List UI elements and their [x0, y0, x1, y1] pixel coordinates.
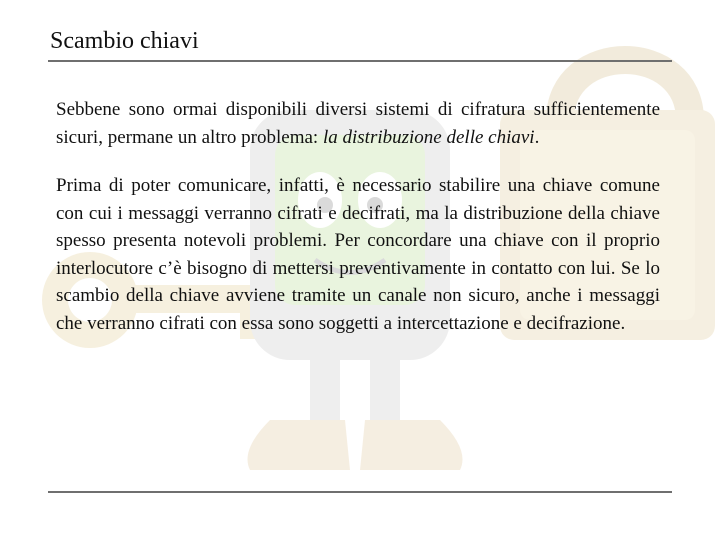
slide-title: Scambio chiavi	[50, 28, 199, 54]
paragraph-intro-lead: Sebbene sono ormai disponibili diversi sistemi di cifratura sufficientemente sicuri, permane un altro problema:	[56, 99, 660, 148]
boot-icon	[248, 420, 463, 470]
title-divider	[48, 60, 672, 62]
paragraph-intro-emphasis: la distribuzione delle chiavi	[322, 126, 535, 148]
slide-body	[56, 96, 660, 337]
paragraph-intro-tail: .	[534, 126, 540, 148]
paragraph-explanation: Prima di poter comunicare, infatti, è necessario stabilire una chiave comune con cui i messaggi verranno cifrati e decifrati, ma la distribuzione della chiave spesso presenta notevoli problemi. Per concordare una chiave con il proprio interlocutore c’è bisogno di mettersi preventivamente in contatto con lui. Se lo scambio della chiave avviene tramite un canale non sicuro, anche i messaggi che verranno cifrati con essa sono soggetti a intercettazione e decifrazione.	[56, 175, 660, 334]
paragraph-intro	[56, 96, 660, 151]
footer-divider	[48, 491, 672, 493]
